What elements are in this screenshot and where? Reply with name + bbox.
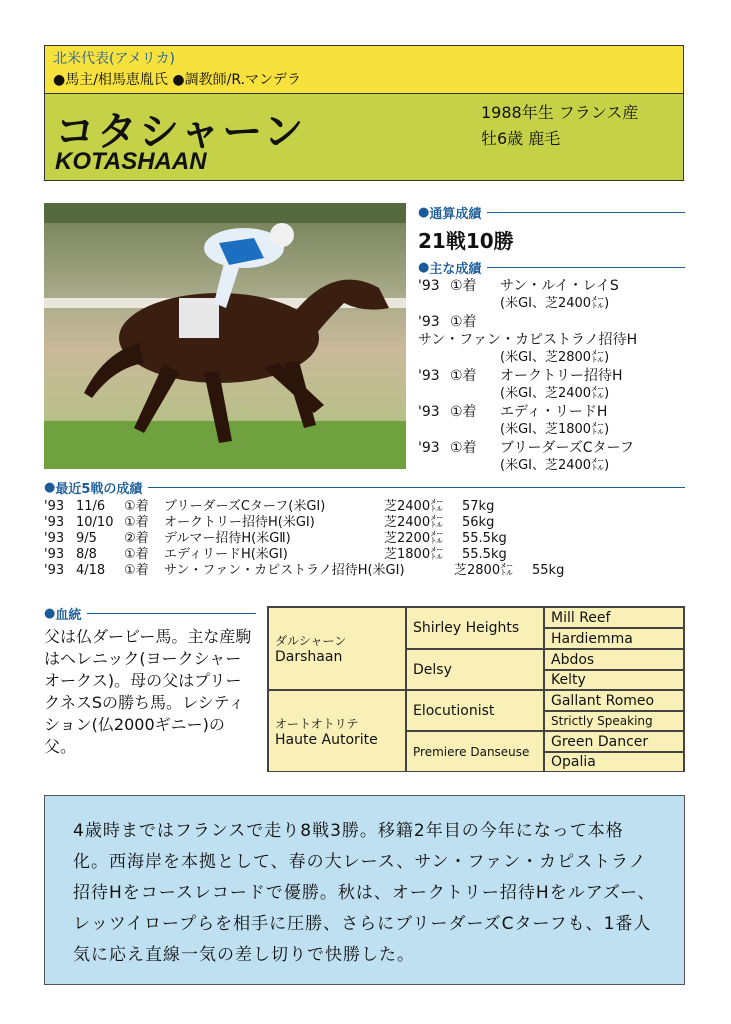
recent-place: ①着	[124, 563, 149, 578]
sex-age-color: 牡6歳 鹿毛	[481, 129, 561, 148]
header-name-band	[44, 93, 684, 181]
main-wins-heading: ● 主な成績	[418, 258, 685, 277]
main-win-race: サン・ファン・カピストラノ招待H	[418, 332, 638, 348]
horse-name-en: KOTASHAAN	[55, 148, 207, 175]
recent-heading: ● 最近5戦の成績	[44, 478, 685, 497]
recent-row	[44, 547, 685, 563]
recent-dist: 芝1800㍍	[384, 547, 444, 562]
pedigree-g3: Opalia	[544, 752, 684, 772]
bullet-icon: ●	[44, 606, 56, 621]
pedigree-dam-sire: Elocutionist	[406, 690, 544, 731]
recent-dist: 芝2200㍍	[384, 531, 444, 546]
divider	[487, 267, 685, 268]
recent-year: '93	[44, 499, 65, 514]
header-top-band	[44, 45, 684, 93]
career-total: 21戦10勝	[418, 229, 514, 253]
career-section	[418, 203, 685, 254]
main-win-race: エディ・リードH	[500, 404, 608, 420]
recent-weight: 56kg	[462, 515, 495, 530]
recent-date: 8/8	[76, 547, 97, 562]
recent-weight: 55kg	[532, 563, 565, 578]
pedigree-g3: Hardiemma	[544, 628, 684, 649]
main-win-place: ①着	[450, 314, 477, 330]
main-win-year: '93	[418, 368, 440, 384]
main-win-year: '93	[418, 404, 440, 420]
horse-name-jp: コタシャーン	[55, 109, 306, 155]
pedigree-table	[267, 606, 685, 772]
main-win-detail: (米GⅠ、芝2800㍍)	[500, 350, 610, 365]
recent-row	[44, 563, 685, 579]
recent-row	[44, 531, 685, 547]
recent-list	[44, 499, 685, 579]
main-win-row	[418, 313, 685, 349]
recent-year: '93	[44, 531, 65, 546]
recent-date: 4/18	[76, 563, 106, 578]
pedigree-dam: オートオトリテ Haute Autorite	[268, 690, 406, 772]
main-win-year: '93	[418, 278, 440, 294]
main-win-place: ①着	[450, 440, 477, 456]
main-win-detail: (米GⅠ、芝2400㍍)	[500, 296, 610, 311]
recent-race: エディリードH(米GⅠ)	[164, 547, 288, 562]
main-win-row	[418, 367, 685, 385]
recent-dist: 芝2400㍍	[384, 499, 444, 514]
recent-section	[44, 478, 685, 579]
divider	[487, 212, 685, 213]
pedigree-g3: Green Dancer	[544, 731, 684, 752]
recent-year: '93	[44, 563, 65, 578]
main-win-race: サン・ルイ・レイS	[500, 278, 619, 294]
recent-weight: 57kg	[462, 499, 495, 514]
pedigree-g3: Gallant Romeo	[544, 690, 684, 711]
recent-year: '93	[44, 515, 65, 530]
bullet-icon: ●	[418, 205, 430, 220]
main-win-place: ①着	[450, 404, 477, 420]
pedigree-g3: Mill Reef	[544, 607, 684, 628]
pedigree-dam-dam: Premiere Danseuse	[406, 731, 544, 772]
recent-dist: 芝2400㍍	[384, 515, 444, 530]
career-heading: ● 通算成績	[418, 203, 685, 222]
divider	[148, 487, 685, 488]
recent-weight: 55.5kg	[462, 547, 507, 562]
recent-race: オークトリー招待H(米GⅠ)	[164, 515, 315, 530]
recent-row	[44, 499, 685, 515]
main-win-place: ①着	[450, 278, 477, 294]
main-win-row	[418, 403, 685, 421]
bloodline-section	[44, 604, 256, 758]
recent-year: '93	[44, 547, 65, 562]
bloodline-heading: ● 血統	[44, 604, 256, 623]
main-wins-section	[418, 258, 685, 475]
main-win-row	[418, 439, 685, 457]
recent-weight: 55.5kg	[462, 531, 507, 546]
main-win-row	[418, 277, 685, 295]
recent-place: ①着	[124, 547, 149, 562]
pedigree-g3: Kelty	[544, 670, 684, 690]
owner-trainer-label: ●馬主/相馬恵胤氏 ●調教師/R.マンデラ	[53, 72, 301, 88]
main-win-detail: (米GⅠ、芝2400㍍)	[500, 386, 610, 401]
recent-race: ブリーダーズCターフ(米GⅠ)	[164, 499, 326, 514]
recent-dist: 芝2800㍍	[454, 563, 514, 578]
main-win-detail: (米GⅠ、芝2400㍍)	[500, 458, 610, 473]
region-label: 北米代表(アメリカ)	[53, 51, 175, 67]
comment-box: 4歳時まではフランスで走り8戦3勝。移籍2年目の今年になって本格化。西海岸を本拠として、春の大レース、サン・ファン・カピストラノ招待Hをコースレコードで優勝。秋は、オークトリー招待Hをルアズー、レッツイロープらを相手に圧勝、さらにブリーダーズCターフも、1番人気に応え直線一気の差し切りで快勝した。	[44, 795, 685, 985]
birth-info: 1988年生 フランス産	[481, 103, 639, 122]
recent-row	[44, 515, 685, 531]
recent-race: サン・ファン・カピストラノ招待H(米GⅠ)	[164, 563, 405, 578]
bullet-icon: ●	[44, 480, 56, 495]
recent-place: ①着	[124, 499, 149, 514]
recent-place: ②着	[124, 531, 149, 546]
pedigree-g3: Abdos	[544, 649, 684, 670]
divider	[87, 613, 256, 614]
pedigree-sire-dam: Delsy	[406, 649, 544, 690]
main-win-race: ブリーダーズCターフ	[500, 440, 634, 456]
main-win-detail: (米GⅠ、芝1800㍍)	[500, 422, 610, 437]
main-win-race: オークトリー招待H	[500, 368, 623, 384]
pedigree-sire-sire: Shirley Heights	[406, 607, 544, 649]
recent-date: 9/5	[76, 531, 97, 546]
horse-photo	[44, 203, 406, 469]
main-wins-list	[418, 277, 685, 475]
recent-date: 11/6	[76, 499, 106, 514]
bullet-icon: ●	[418, 260, 430, 275]
recent-race: デルマー招待H(米GⅡ)	[164, 531, 291, 546]
main-win-place: ①着	[450, 368, 477, 384]
main-win-year: '93	[418, 314, 440, 330]
pedigree-g3: Strictly Speaking	[544, 711, 684, 731]
pedigree-sire: ダルシャーン Darshaan	[268, 607, 406, 690]
main-win-year: '93	[418, 440, 440, 456]
recent-place: ①着	[124, 515, 149, 530]
recent-date: 10/10	[76, 515, 114, 530]
bloodline-text: 父は仏ダービー馬。主な産駒はヘレニック(ヨークシャーオークス)。母の父はプリークネスSの勝ち馬。レシティション(仏2000ギニー)の父。	[44, 627, 252, 756]
